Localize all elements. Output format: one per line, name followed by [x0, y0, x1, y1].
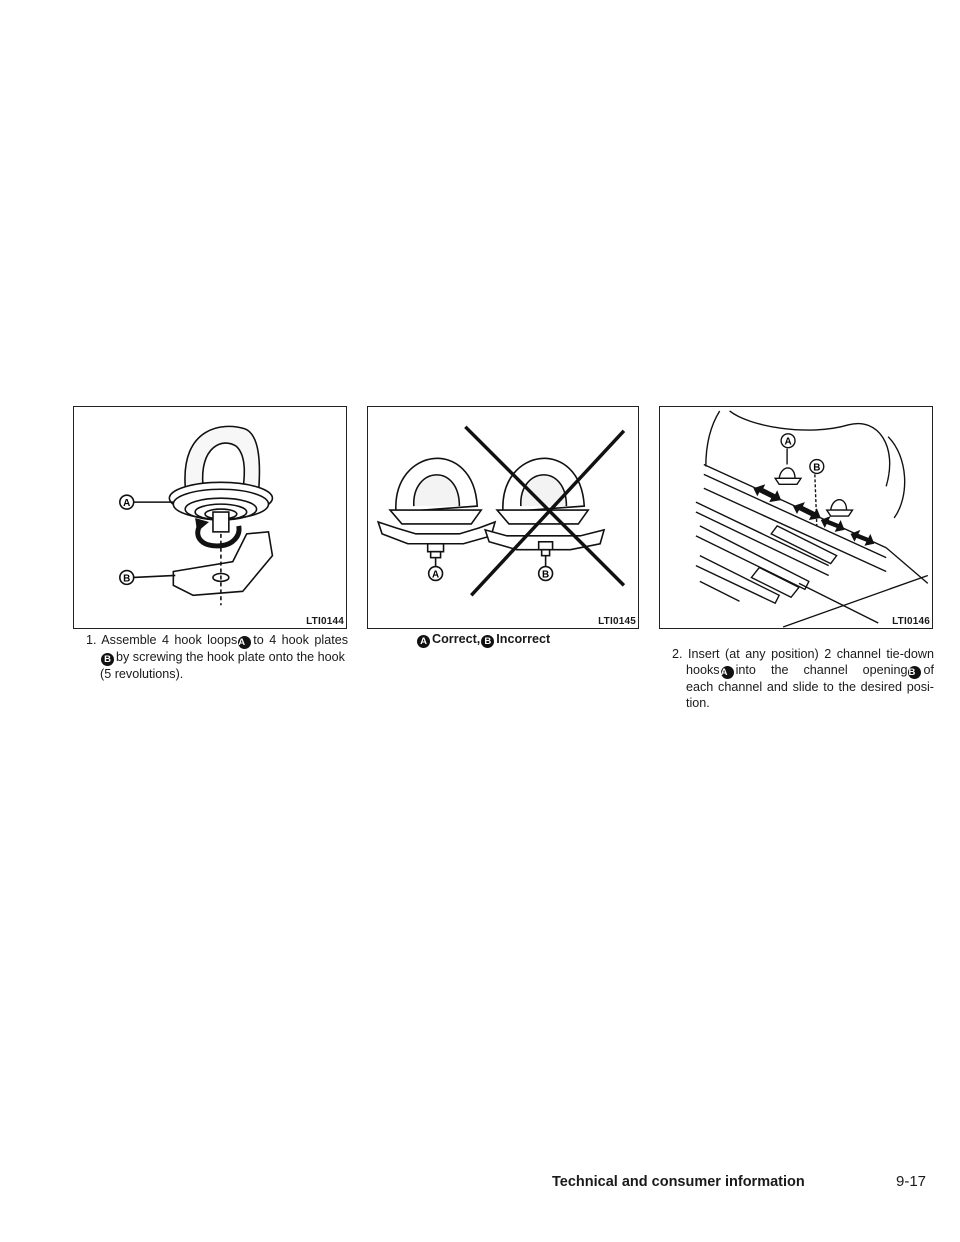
step-text: (5 revolutions).: [100, 667, 184, 681]
step-2-line-3: each channel and slide to the desired posi-: [686, 680, 934, 694]
step-text: of: [923, 663, 934, 677]
step-number: 1.: [86, 633, 97, 647]
figure-correct-incorrect: [367, 406, 639, 629]
step-text: by screwing the hook plate onto the hook: [116, 650, 345, 664]
callout-a-marker: A: [417, 635, 430, 648]
figure-channel-tie-down: [659, 406, 933, 629]
callout-b-marker: B: [101, 653, 114, 666]
step-1-line-2: [86, 649, 348, 666]
step-text: Assemble 4 hook loops: [101, 633, 238, 647]
callout-a-label: A: [432, 569, 440, 581]
callout-b-label: B: [813, 462, 821, 474]
step-2-line-1: 2. Insert (at any position) 2 channel tie-down: [672, 647, 934, 661]
callout-a-marker: A: [721, 666, 734, 679]
step-1-line-3: [86, 666, 348, 682]
caption-incorrect: Incorrect: [496, 632, 551, 646]
section-title: Technical and consumer information: [552, 1174, 805, 1190]
step-text: to 4 hook plates: [253, 633, 348, 647]
step-2-instruction: [672, 646, 934, 711]
figure-code: LTI0146: [892, 616, 930, 627]
step-2-line-2: [672, 662, 934, 679]
correct-incorrect-illustration: [368, 407, 638, 628]
caption-correct: Correct,: [432, 632, 481, 646]
page-number: 9-17: [896, 1173, 927, 1190]
figure-caption: [416, 632, 550, 648]
figure-code: LTI0144: [306, 616, 344, 627]
step-text: into the channel opening: [735, 663, 908, 677]
hook-assembly-illustration: [74, 407, 346, 628]
channel-tie-down-illustration: [660, 407, 932, 628]
callout-b-marker: B: [481, 635, 494, 648]
callout-b-label: B: [542, 569, 550, 581]
step-1-instruction: [86, 632, 348, 682]
figure-code: LTI0145: [598, 616, 636, 627]
step-2-line-4: tion.: [686, 696, 710, 710]
figure-hook-assembly: [73, 406, 347, 629]
callout-a-label: A: [784, 436, 792, 448]
callout-a-label: A: [123, 498, 131, 510]
callout-b-marker: B: [908, 666, 921, 679]
step-text: hooks: [686, 663, 720, 677]
step-1-line-1: [86, 632, 348, 649]
callout-a-marker: A: [238, 636, 251, 649]
callout-b-label: B: [123, 573, 131, 585]
